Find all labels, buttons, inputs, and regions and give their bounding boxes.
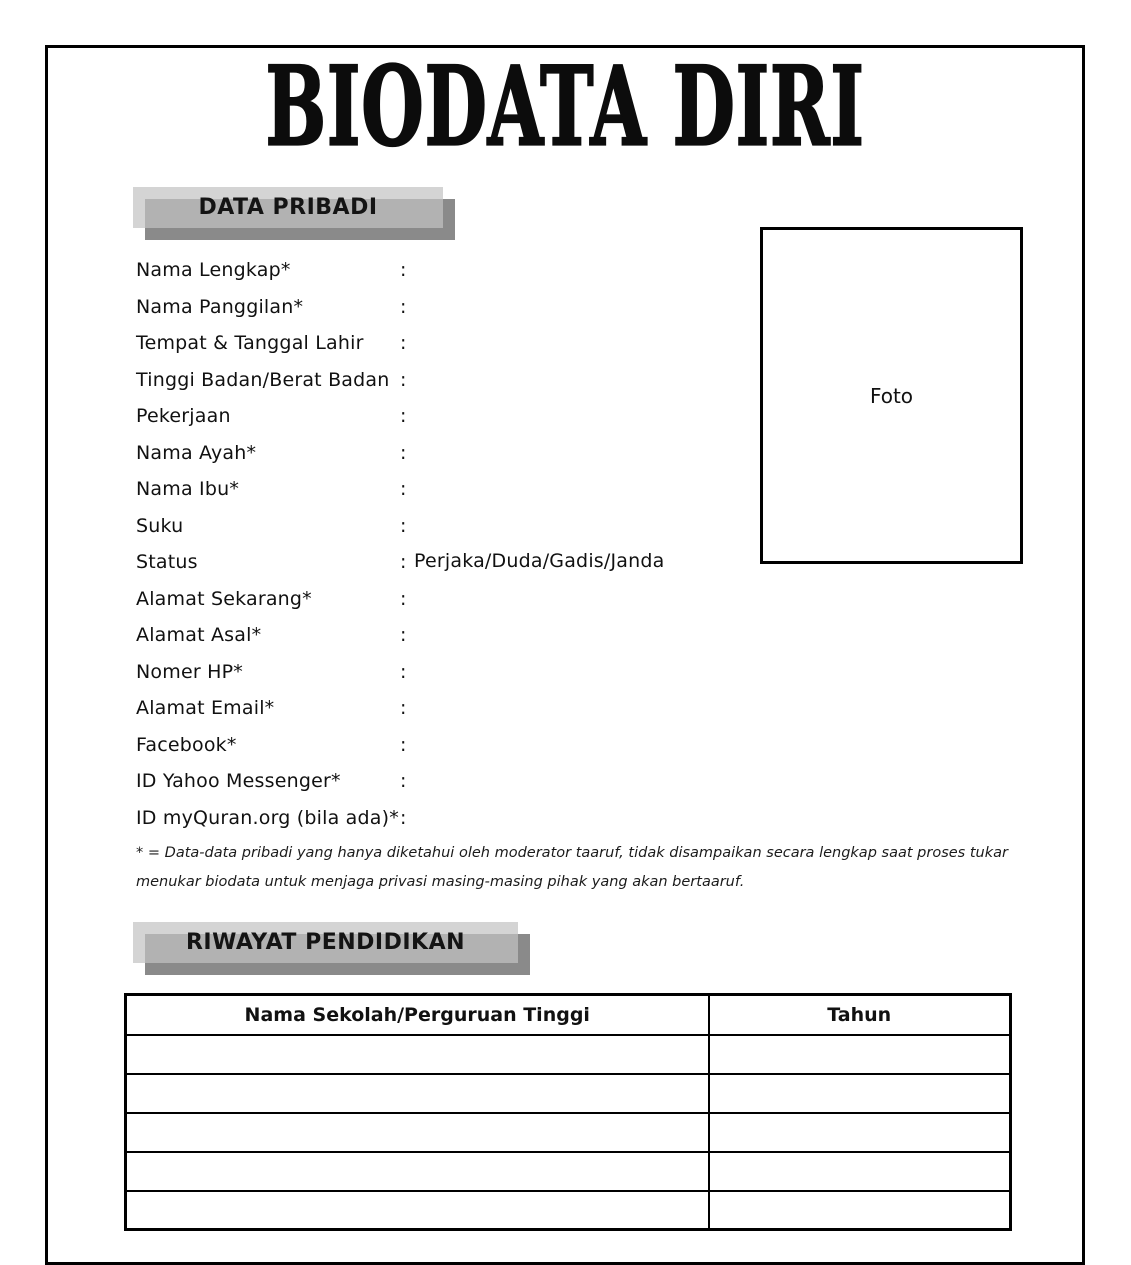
field-row — [136, 252, 786, 289]
field-colon: : — [400, 368, 407, 391]
education-table-row — [126, 1035, 1011, 1074]
education-table-row — [126, 1191, 1011, 1230]
field-label: Alamat Asal* — [136, 624, 262, 647]
education-cell-school[interactable] — [126, 1191, 709, 1230]
section-header-face — [133, 922, 518, 963]
field-row — [136, 325, 786, 362]
field-label: Nama Ibu* — [136, 478, 240, 501]
section-header-riwayat-pendidikan — [133, 922, 518, 963]
field-value[interactable] — [414, 368, 786, 392]
field-row — [136, 654, 786, 691]
field-label: Alamat Sekarang* — [136, 587, 312, 610]
field-value[interactable]: Perjaka/Duda/Gadis/Janda — [414, 550, 665, 573]
field-value[interactable] — [414, 441, 786, 465]
page-title: BIODATA DIRI — [265, 42, 865, 171]
field-value[interactable] — [414, 295, 786, 319]
field-label: Facebook* — [136, 733, 237, 756]
field-colon: : — [400, 697, 407, 720]
field-label: Tinggi Badan/Berat Badan — [136, 368, 390, 391]
field-label: Suku — [136, 514, 184, 537]
field-value[interactable] — [414, 514, 786, 538]
field-colon: : — [400, 733, 407, 756]
field-row — [136, 508, 786, 545]
field-label: Nama Lengkap* — [136, 259, 291, 282]
education-cell-school[interactable] — [126, 1035, 709, 1074]
field-colon: : — [400, 441, 407, 464]
field-colon: : — [400, 660, 407, 683]
field-colon: : — [400, 332, 407, 355]
field-colon: : — [400, 770, 407, 793]
section-header-face — [133, 187, 443, 228]
field-colon: : — [400, 587, 407, 610]
field-row — [136, 362, 786, 399]
education-table-header-school: Nama Sekolah/Perguruan Tinggi — [126, 995, 709, 1035]
education-cell-year[interactable] — [709, 1074, 1011, 1113]
field-label: ID Yahoo Messenger* — [136, 770, 341, 793]
field-label: Nama Ayah* — [136, 441, 257, 464]
field-value[interactable] — [414, 696, 786, 720]
field-value[interactable] — [414, 477, 786, 501]
field-label: Alamat Email* — [136, 697, 275, 720]
field-label: Tempat & Tanggal Lahir — [136, 332, 364, 355]
photo-placeholder[interactable] — [760, 227, 1023, 564]
education-cell-school[interactable] — [126, 1074, 709, 1113]
page-title-wrap — [45, 42, 1085, 171]
field-colon: : — [400, 551, 407, 574]
field-value[interactable] — [414, 806, 786, 830]
field-value[interactable] — [414, 587, 786, 611]
field-colon: : — [400, 806, 407, 829]
field-colon: : — [400, 405, 407, 428]
field-colon: : — [400, 478, 407, 501]
field-value[interactable] — [414, 733, 786, 757]
field-label: Pekerjaan — [136, 405, 231, 428]
field-row — [136, 617, 786, 654]
education-table-body — [126, 1035, 1011, 1230]
field-value[interactable] — [414, 623, 786, 647]
field-label: Nomer HP* — [136, 660, 243, 683]
field-colon: : — [400, 295, 407, 318]
field-row — [136, 727, 786, 764]
field-label: ID myQuran.org (bila ada)* — [136, 806, 399, 829]
field-row — [136, 471, 786, 508]
education-cell-year[interactable] — [709, 1113, 1011, 1152]
field-row — [136, 435, 786, 472]
field-colon: : — [400, 624, 407, 647]
education-cell-year[interactable] — [709, 1191, 1011, 1230]
field-row — [136, 690, 786, 727]
field-value[interactable] — [414, 404, 786, 428]
field-row — [136, 544, 786, 581]
photo-label: Foto — [869, 383, 914, 408]
field-row — [136, 763, 786, 800]
education-table-header-row — [126, 995, 1011, 1035]
field-value[interactable] — [414, 769, 786, 793]
education-cell-year[interactable] — [709, 1152, 1011, 1191]
education-cell-school[interactable] — [126, 1113, 709, 1152]
field-value[interactable] — [414, 331, 786, 355]
education-table-row — [126, 1074, 1011, 1113]
footnote: * = Data-data pribadi yang hanya diketahui oleh moderator taaruf, tidak disampaikan secara lengkap saat proses tukar menukar biodata untuk menjaga privasi masing-masing pihak yang akan bertaaruf. — [136, 845, 1008, 890]
field-row — [136, 289, 786, 326]
section-title-education: RIWAYAT PENDIDIKAN — [185, 930, 466, 955]
education-table — [124, 993, 1012, 1231]
education-table-header-year: Tahun — [709, 995, 1011, 1035]
education-table-row — [126, 1113, 1011, 1152]
education-cell-year[interactable] — [709, 1035, 1011, 1074]
personal-fields — [136, 252, 786, 836]
field-value[interactable] — [414, 660, 786, 684]
field-label: Status — [136, 551, 198, 574]
education-table-row — [126, 1152, 1011, 1191]
field-row — [136, 800, 786, 837]
field-value[interactable] — [414, 258, 786, 282]
section-title-personal: DATA PRIBADI — [198, 195, 378, 220]
field-row — [136, 581, 786, 618]
education-cell-school[interactable] — [126, 1152, 709, 1191]
field-label: Nama Panggilan* — [136, 295, 304, 318]
section-header-data-pribadi — [133, 187, 443, 228]
field-colon: : — [400, 259, 407, 282]
field-row — [136, 398, 786, 435]
field-colon: : — [400, 514, 407, 537]
